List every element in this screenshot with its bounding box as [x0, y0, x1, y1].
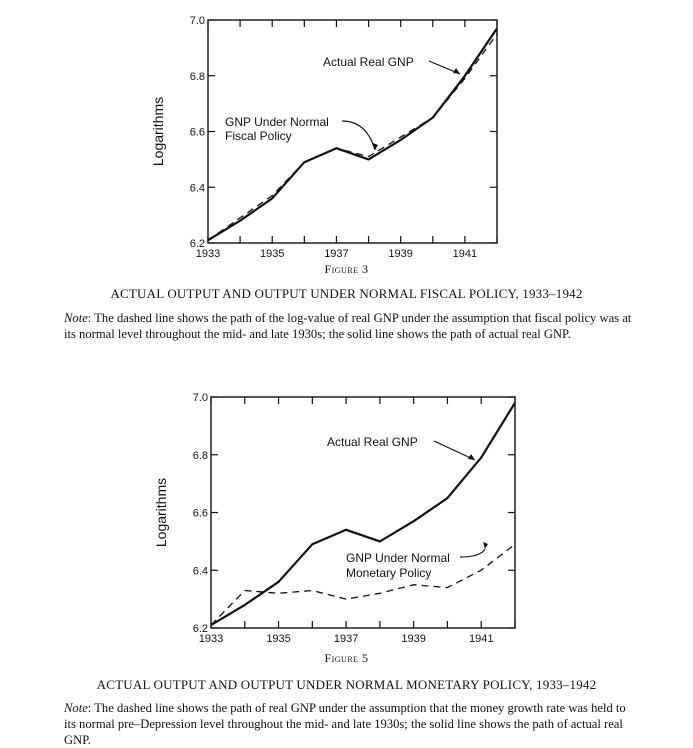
- y-tick-label: 6.8: [192, 449, 208, 462]
- x-tick-label: 1933: [195, 248, 221, 260]
- figure-3: [0, 0, 693, 360]
- plot-frame: [211, 397, 515, 628]
- x-tick-label: 1937: [324, 248, 349, 260]
- y-axis-label: Logarithms: [150, 96, 166, 167]
- caption-title: ACTUAL OUTPUT AND OUTPUT UNDER NORMAL FISCAL POLICY, 1933–1942: [110, 286, 583, 301]
- caption-title: ACTUAL OUTPUT AND OUTPUT UNDER NORMAL MONETARY POLICY, 1933–1942: [96, 677, 597, 692]
- note-lead: Note: [64, 701, 88, 715]
- note-text: : The dashed line shows the path of real GNP under the assumption that the money growth rate was held to its normal pre–Depression level throughout the mid- and late 1930s; the solid line shows the path of actual real GNP.: [64, 701, 626, 747]
- note-lead: Note: [64, 311, 88, 325]
- y-tick-label: 6.4: [189, 182, 205, 195]
- y-tick-label: 7.0: [192, 392, 208, 404]
- caption-note: [64, 310, 634, 342]
- x-tick-label: 1941: [452, 248, 478, 260]
- y-tick-label: 6.6: [192, 507, 208, 520]
- x-tick-label: 1941: [468, 633, 494, 645]
- y-tick-label: 6.4: [192, 565, 208, 578]
- annotation-actual: Actual Real GNP: [327, 435, 418, 449]
- x-tick-label: 1935: [266, 633, 291, 645]
- annotation-alt-line1: GNP Under Normal: [346, 551, 450, 565]
- y-tick-label: 6.2: [189, 238, 205, 250]
- y-tick-label: 6.2: [192, 623, 208, 635]
- annotation-actual: Actual Real GNP: [323, 55, 414, 69]
- annotation-pointer: [434, 441, 475, 460]
- arrow-head-icon: [483, 542, 488, 549]
- x-tick-label: 1935: [259, 248, 285, 260]
- note-text: : The dashed line shows the path of the log-value of real GNP under the assumption that fiscal policy was at its normal level throughout the mid- and late 1930s; the solid line shows the path of actual real GNP.: [64, 311, 632, 341]
- y-tick-label: 7.0: [189, 15, 205, 27]
- y-tick-label: 6.8: [189, 70, 205, 83]
- y-axis-label: Logarithms: [153, 477, 169, 548]
- x-tick-label: 1939: [388, 248, 413, 260]
- x-tick-label: 1933: [198, 633, 224, 645]
- figure-label: Figure 3: [324, 262, 369, 276]
- chart-figure-3: [0, 0, 693, 280]
- x-tick-label: 1939: [401, 633, 426, 645]
- annotation-alt-line2: Monetary Policy: [346, 566, 432, 580]
- x-tick-label: 1937: [333, 633, 359, 645]
- y-tick-label: 6.6: [189, 126, 205, 139]
- caption-note: [64, 700, 639, 748]
- annotation-alt-line2: Fiscal Policy: [225, 129, 292, 143]
- annotation-pointer: [460, 549, 485, 557]
- figure-label: Figure 5: [324, 651, 369, 665]
- annotation-alt-line1: GNP Under Normal: [225, 115, 329, 129]
- annotation-pointer: [342, 121, 375, 150]
- chart-figure-5: [0, 385, 693, 675]
- figure-5: [0, 385, 693, 748]
